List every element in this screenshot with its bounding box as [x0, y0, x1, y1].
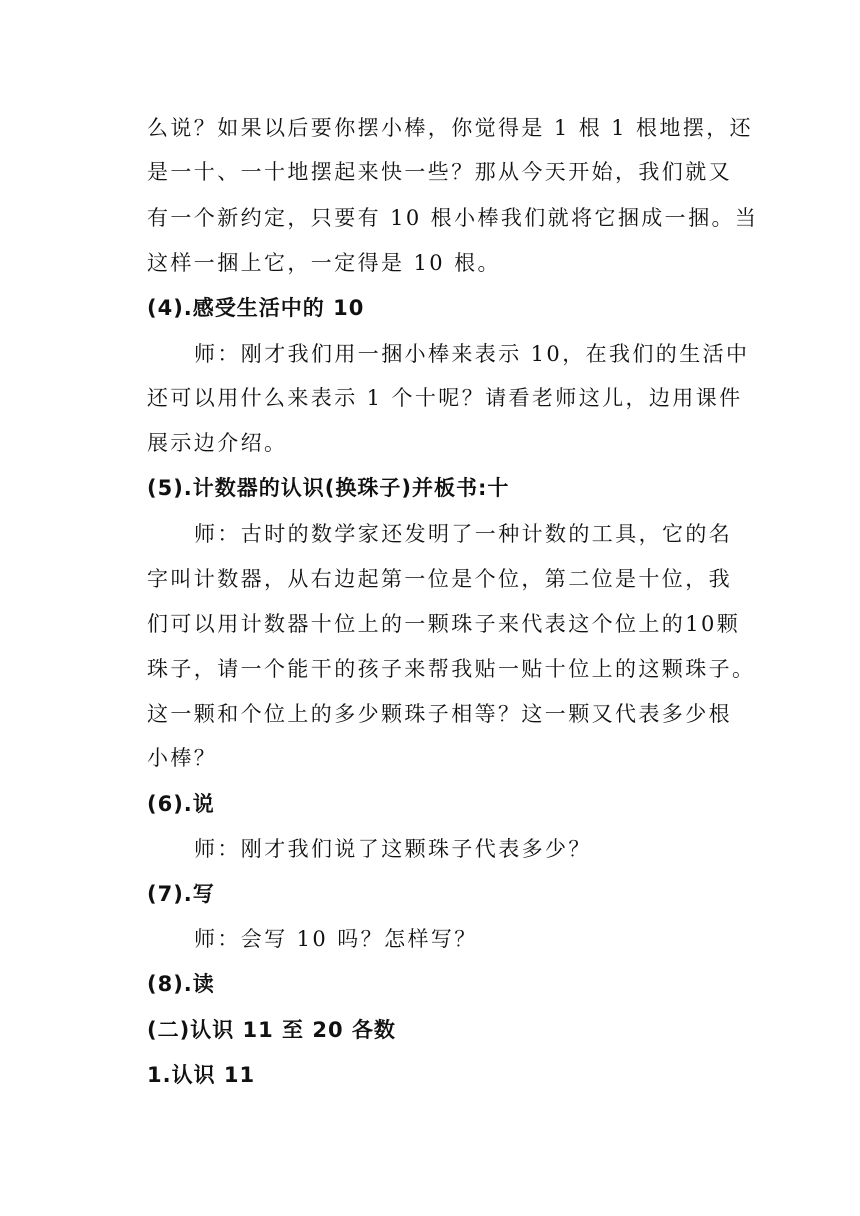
section-heading: (5).计数器的认识(换珠子)并板书:十 — [147, 476, 510, 500]
text-line: 珠子，请一个能干的孩子来帮我贴一贴十位上的这颗珠子。 — [147, 657, 756, 681]
text-line: 们可以用计数器十位上的一颗珠子来代表这个位上的10颗 — [147, 612, 741, 636]
text-line: 师：刚才我们说了这颗珠子代表多少？ — [194, 837, 592, 861]
text-line: 师：会写 10 吗？怎样写？ — [194, 927, 478, 951]
text-line: 这样一捆上它，一定得是 10 根。 — [147, 251, 501, 275]
text-line: 还可以用什么来表示 1 个十呢？请看老师这儿，边用课件 — [147, 386, 743, 410]
text-line: 师：刚才我们用一捆小棒来表示 10，在我们的生活中 — [194, 342, 750, 366]
text-line: 是一十、一十地摆起来快一些？那从今天开始，我们就又 — [147, 160, 732, 184]
text-line: 师：古时的数学家还发明了一种计数的工具，它的名 — [194, 522, 733, 546]
section-heading: (6).说 — [147, 792, 215, 816]
text-line: 么说？如果以后要你摆小棒，你觉得是 1 根 1 根地摆，还 — [147, 116, 754, 140]
text-line: 小棒？ — [147, 746, 218, 770]
section-heading: 1.认识 11 — [147, 1063, 256, 1087]
text-line: 字叫计数器，从右边起第一位是个位，第二位是十位，我 — [147, 567, 732, 591]
section-heading: (7).写 — [147, 882, 215, 906]
text-line: 展示边介绍。 — [147, 431, 288, 455]
text-line: 有一个新约定，只要有 10 根小棒我们就将它捆成一捆。当 — [147, 206, 759, 230]
text-line: 这一颗和个位上的多少颗珠子相等？这一颗又代表多少根 — [147, 702, 732, 726]
section-heading: (4).感受生活中的 10 — [147, 296, 365, 320]
section-heading: (二)认识 11 至 20 各数 — [147, 1018, 396, 1042]
section-heading: (8).读 — [147, 972, 215, 996]
